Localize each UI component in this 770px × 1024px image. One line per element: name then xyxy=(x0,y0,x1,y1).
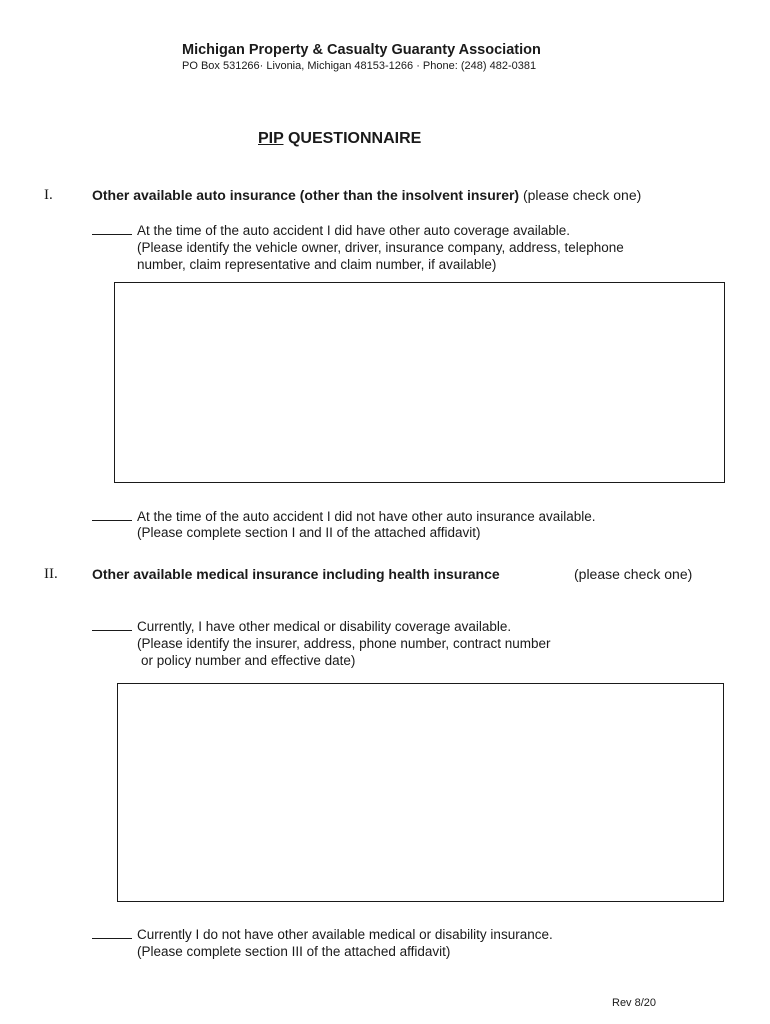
section-1-heading-note: (please check one) xyxy=(519,187,642,203)
section-2-heading-bold-2: insurance including health xyxy=(252,566,430,582)
section-2-heading xyxy=(92,566,500,582)
section-1-yes-line-1: At the time of the auto accident I did have other auto coverage available. xyxy=(137,223,571,238)
section-1-heading xyxy=(92,187,641,203)
section-2-numeral: II. xyxy=(44,566,58,582)
section-2-heading-bold-3: insurance xyxy=(429,566,500,582)
document-title-bold: PIP xyxy=(258,130,284,147)
document-title-rest: QUESTIONNAIRE xyxy=(283,130,422,147)
section-2-no-line-2: (Please complete section III of the attached affidavit) xyxy=(137,944,451,959)
section-2-yes-line-1: Currently, I have other medical or disability coverage available. xyxy=(137,619,512,634)
document-title xyxy=(258,130,421,148)
section-1-no-checkbox-blank[interactable] xyxy=(92,508,132,521)
section-1-details-box[interactable] xyxy=(114,282,725,483)
section-2-details-box[interactable] xyxy=(117,683,724,902)
section-1-yes-line-3: number, claim representative and claim number, if available) xyxy=(137,257,497,272)
section-1-heading-bold: Other available auto insurance (other than the insolvent insurer) xyxy=(92,187,520,203)
organization-address: PO Box 531266· Livonia, Michigan 48153-1266 · Phone: (248) 482-0381 xyxy=(182,60,537,72)
section-2-option-yes xyxy=(92,618,511,635)
section-1-numeral: I. xyxy=(44,187,53,203)
organization-name: Michigan Property & Casualty Guaranty Association xyxy=(182,42,541,58)
section-1-option-yes xyxy=(92,222,570,239)
section-1-yes-line-2: (Please identify the vehicle owner, driver, insurance company, address, telephone xyxy=(137,240,624,255)
section-1-no-line-1: At the time of the auto accident I did not have other auto insurance available. xyxy=(137,509,596,524)
section-2-yes-line-2: (Please identify the insurer, address, phone number, contract number xyxy=(137,636,551,651)
section-1-no-line-2: (Please complete section I and II of the attached affidavit) xyxy=(137,525,481,540)
section-2-heading-bold-1: Other available medical xyxy=(92,566,253,582)
section-1-yes-checkbox-blank[interactable] xyxy=(92,222,132,235)
revision-label: Rev 8/20 xyxy=(612,997,657,1009)
section-2-heading-note: (please check one) xyxy=(574,566,693,582)
section-2-yes-line-3: or policy number and effective date) xyxy=(141,653,356,668)
section-2-no-checkbox-blank[interactable] xyxy=(92,926,132,939)
section-2-option-no xyxy=(92,926,553,943)
section-1-option-no xyxy=(92,508,596,525)
section-2-no-line-1: Currently I do not have other available medical or disability insurance. xyxy=(137,927,553,942)
section-2-yes-checkbox-blank[interactable] xyxy=(92,618,132,631)
